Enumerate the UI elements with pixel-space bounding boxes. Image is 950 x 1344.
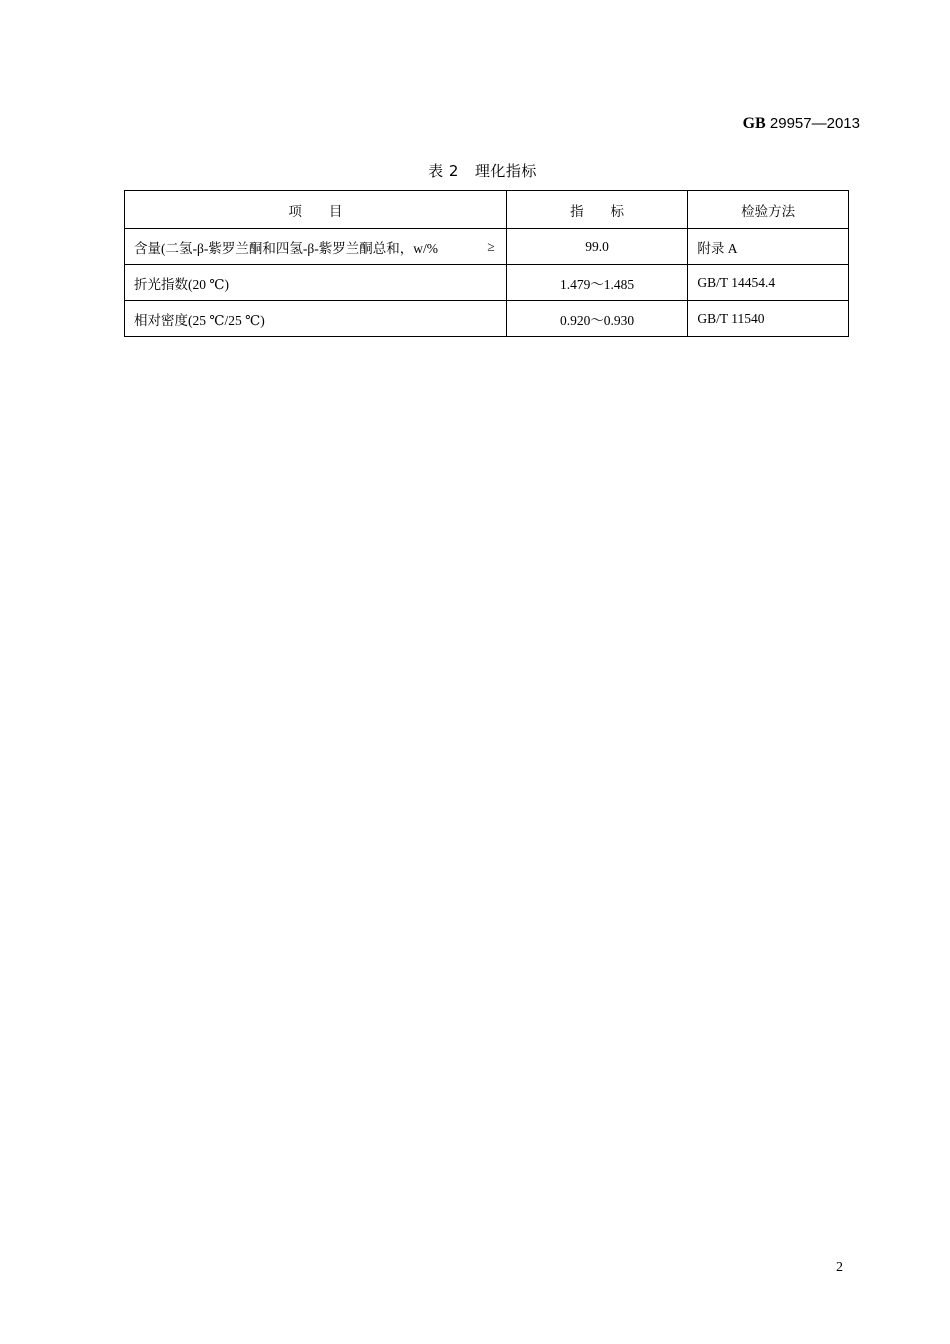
row-item-label: 相对密度(25 ℃/25 ℃)	[134, 312, 265, 328]
table-row	[125, 265, 849, 301]
row-method: GB/T 14454.4	[688, 265, 849, 301]
table-caption	[0, 160, 950, 181]
table-header-row	[125, 191, 849, 229]
standard-prefix: GB	[742, 115, 766, 132]
table-row	[125, 229, 849, 265]
row-method: GB/T 11540	[688, 301, 849, 337]
standard-code: 29957—2013	[769, 115, 860, 132]
row-item-cell	[125, 265, 507, 301]
row-value: 99.0	[506, 229, 688, 265]
table-row	[125, 301, 849, 337]
row-item-cell	[125, 301, 507, 337]
standard-number	[743, 115, 860, 133]
row-item-cell	[125, 229, 507, 265]
header-item: 项 目	[125, 191, 507, 229]
row-value: 1.479～1.485	[506, 265, 688, 301]
row-item-label: 含量(二氢-β-紫罗兰酮和四氢-β-紫罗兰酮总和，w/%	[134, 240, 438, 256]
page-number: 2	[836, 1260, 843, 1275]
header-value: 指 标	[506, 191, 688, 229]
physicochemical-spec-table	[124, 190, 849, 337]
table-caption-number: 表 2	[428, 162, 459, 180]
row-operator: ≥	[487, 238, 495, 254]
header-method: 检验方法	[688, 191, 849, 229]
table-caption-title: 理化指标	[474, 162, 537, 180]
row-item-label: 折光指数(20 ℃)	[134, 276, 229, 292]
row-value: 0.920～0.930	[506, 301, 688, 337]
row-method: 附录 A	[688, 229, 849, 265]
